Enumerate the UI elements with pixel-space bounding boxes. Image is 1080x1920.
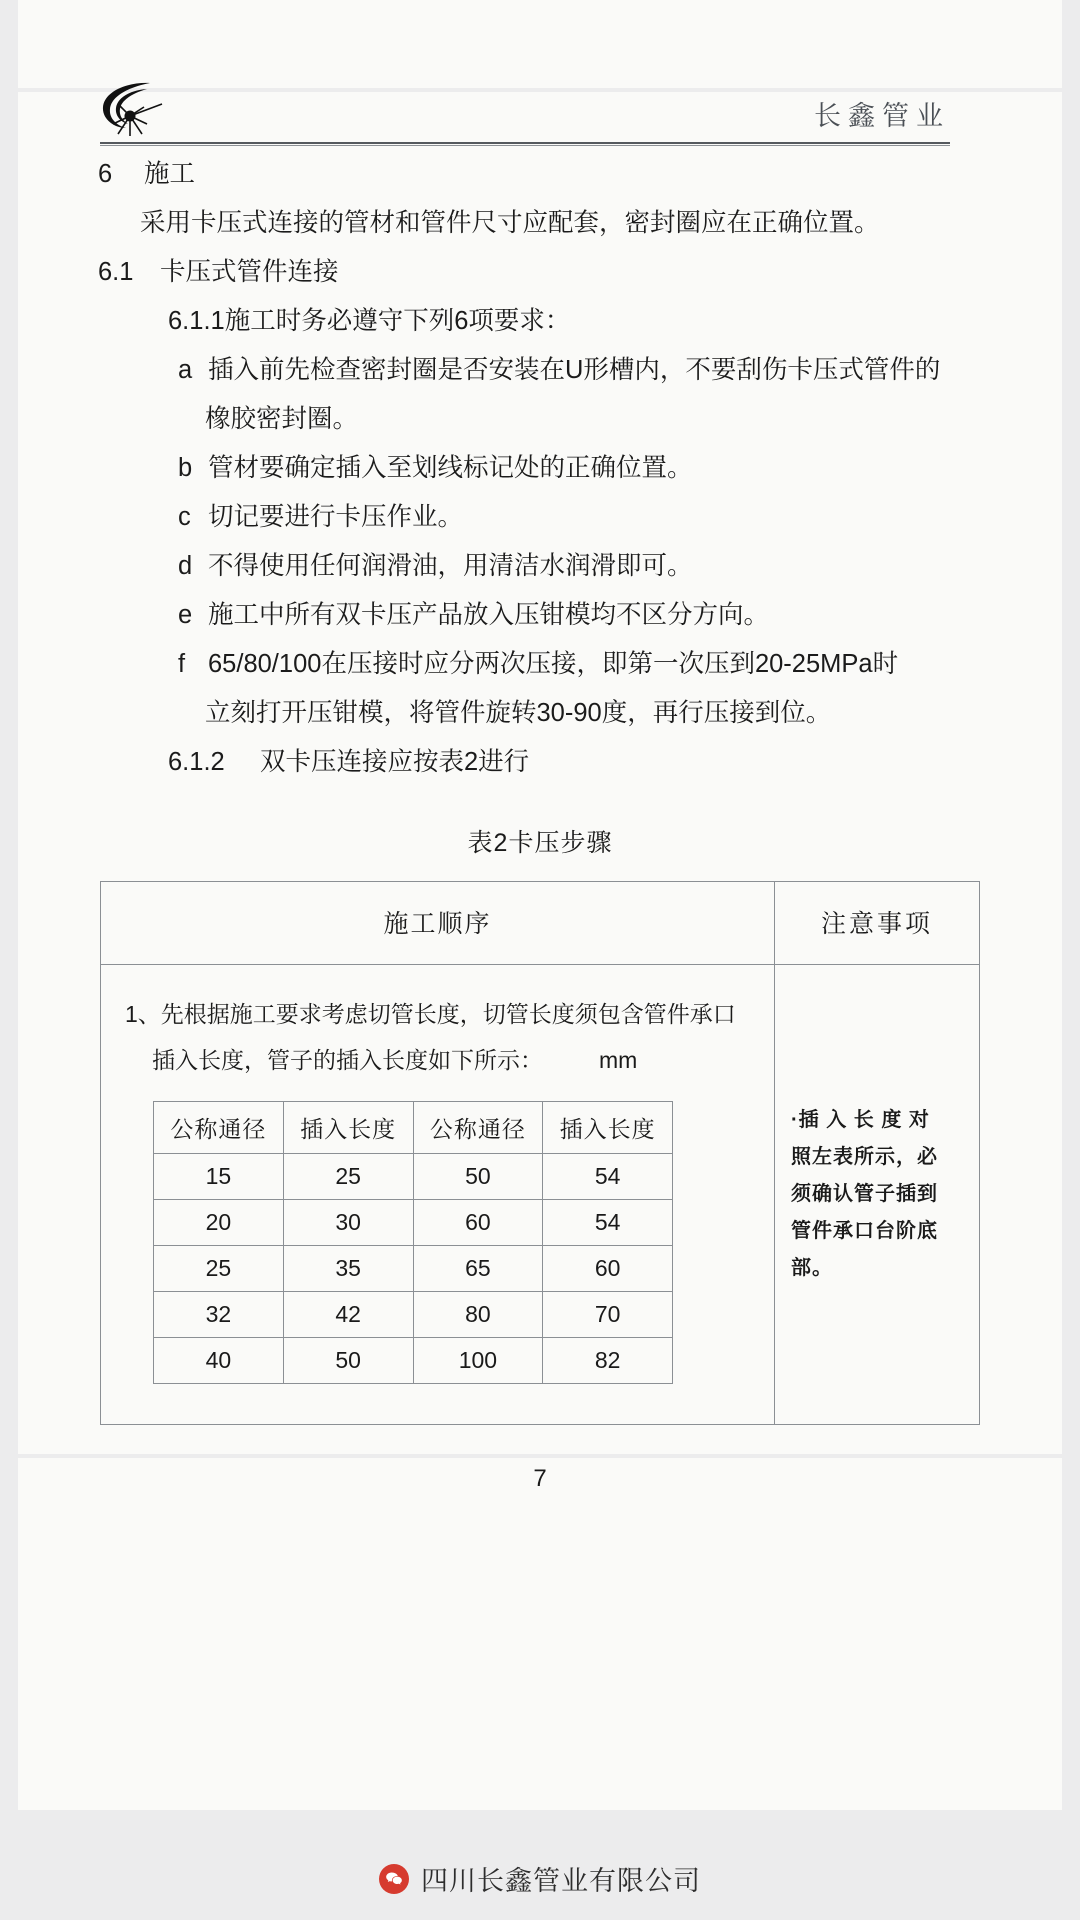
step-1-line-2 bbox=[125, 1037, 750, 1083]
column-header-notes: 注意事项 bbox=[775, 882, 980, 965]
document-header bbox=[100, 80, 950, 150]
dim-table-header-row bbox=[154, 1102, 673, 1154]
list-item-text: 不得使用任何润滑油，用清洁水润滑即可。 bbox=[208, 552, 693, 580]
section-6-1-1-heading: 6.1.1施工时务必遵守下列6项要求： bbox=[168, 307, 571, 335]
dim-table-row bbox=[154, 1338, 673, 1384]
insertion-length-table bbox=[153, 1101, 673, 1384]
note-line: ·插 入 长 度 对 bbox=[791, 1109, 930, 1131]
dim-cell: 50 bbox=[413, 1154, 543, 1200]
sequence-cell bbox=[101, 965, 775, 1425]
dim-cell: 50 bbox=[283, 1338, 413, 1384]
dim-cell: 80 bbox=[413, 1292, 543, 1338]
step-1-line-1: 1、先根据施工要求考虑切管长度，切管长度须包含管件承口 bbox=[125, 1001, 736, 1027]
dim-cell: 35 bbox=[283, 1246, 413, 1292]
dim-cell: 15 bbox=[154, 1154, 284, 1200]
dim-cell: 65 bbox=[413, 1246, 543, 1292]
dim-cell: 100 bbox=[413, 1338, 543, 1384]
dim-cell: 42 bbox=[283, 1292, 413, 1338]
list-item-text: 插入前先检查密封圈是否安装在U形槽内，不要刮伤卡压式管件的 bbox=[208, 356, 941, 384]
list-item-text: 65/80/100在压接时应分两次压接，即第一次压到20-25MPa时 bbox=[208, 650, 899, 678]
footer-account[interactable] bbox=[0, 1859, 1080, 1898]
page-top-margin-strip bbox=[18, 0, 1062, 88]
unit-label: mm bbox=[599, 1047, 638, 1073]
dim-cell: 40 bbox=[154, 1338, 284, 1384]
section-6-1-heading bbox=[98, 248, 1080, 297]
list-item-letter: f bbox=[178, 650, 186, 678]
note-line: 照左表所示，必 bbox=[791, 1146, 938, 1168]
brand-name: 长鑫管业 bbox=[814, 101, 950, 132]
list-item bbox=[178, 640, 1080, 689]
list-item bbox=[178, 346, 1080, 395]
dim-cell: 30 bbox=[283, 1200, 413, 1246]
dim-cell: 82 bbox=[543, 1338, 673, 1384]
section-6-1-number: 6.1 bbox=[98, 258, 134, 286]
section-6-paragraph: 采用卡压式连接的管材和管件尺寸应配套，密封圈应在正确位置。 bbox=[140, 209, 880, 237]
list-item-text: 管材要确定插入至划线标记处的正确位置。 bbox=[208, 454, 693, 482]
dim-cell: 70 bbox=[543, 1292, 673, 1338]
list-item-text: 切记要进行卡压作业。 bbox=[208, 503, 464, 531]
section-6-1-2-heading bbox=[168, 738, 1080, 787]
dim-table-row bbox=[154, 1200, 673, 1246]
list-item-letter: a bbox=[178, 356, 193, 384]
list-item bbox=[178, 542, 1080, 591]
footer-account-name: 四川长鑫管业有限公司 bbox=[421, 1866, 701, 1896]
list-item-text: 施工中所有双卡压产品放入压钳模均不区分方向。 bbox=[208, 601, 770, 629]
list-item bbox=[178, 444, 1080, 493]
list-item-continuation: 橡胶密封圈。 bbox=[205, 405, 359, 433]
construction-steps-table bbox=[100, 881, 980, 1425]
dim-table-row bbox=[154, 1246, 673, 1292]
dim-cell: 25 bbox=[283, 1154, 413, 1200]
list-item-letter: b bbox=[178, 454, 193, 482]
list-item bbox=[178, 591, 1080, 640]
dim-cell: 25 bbox=[154, 1246, 284, 1292]
section-6-number: 6 bbox=[98, 160, 113, 188]
dim-cell: 20 bbox=[154, 1200, 284, 1246]
list-item-continuation: 立刻打开压钳模，将管件旋转30-90度，再行压接到位。 bbox=[205, 699, 832, 727]
column-header-sequence: 施工顺序 bbox=[101, 882, 775, 965]
document-body bbox=[0, 150, 1080, 1493]
dim-cell: 60 bbox=[543, 1246, 673, 1292]
list-item-letter: e bbox=[178, 601, 193, 629]
dim-cell: 54 bbox=[543, 1154, 673, 1200]
header-divider bbox=[100, 142, 950, 146]
dim-header-insert-length-2: 插入长度 bbox=[543, 1102, 673, 1154]
note-line: 部。 bbox=[791, 1257, 833, 1279]
page-number: 7 bbox=[533, 1465, 547, 1492]
comet-swoosh-logo-icon bbox=[100, 80, 178, 136]
note-line: 须确认管子插到 bbox=[791, 1183, 938, 1205]
dim-header-nominal-diameter-2: 公称通径 bbox=[413, 1102, 543, 1154]
table-caption: 表2卡压步骤 bbox=[467, 829, 613, 857]
wechat-icon bbox=[379, 1864, 409, 1894]
section-6-1-2-title: 双卡压连接应按表2进行 bbox=[260, 748, 530, 776]
dim-cell: 54 bbox=[543, 1200, 673, 1246]
dim-table-row bbox=[154, 1292, 673, 1338]
dim-header-insert-length-1: 插入长度 bbox=[283, 1102, 413, 1154]
dim-header-nominal-diameter-1: 公称通径 bbox=[154, 1102, 284, 1154]
list-item bbox=[178, 493, 1080, 542]
section-6-heading bbox=[98, 150, 1080, 199]
page-bottom-margin-strip bbox=[18, 1458, 1062, 1810]
section-6-1-2-number: 6.1.2 bbox=[168, 748, 225, 776]
table-row bbox=[101, 965, 980, 1425]
list-item-letter: c bbox=[178, 503, 191, 531]
table-header-row bbox=[101, 882, 980, 965]
section-6-title: 施工 bbox=[144, 160, 196, 188]
dim-cell: 60 bbox=[413, 1200, 543, 1246]
step-1-line-2-text: 插入长度，管子的插入长度如下所示： bbox=[152, 1047, 543, 1073]
dim-table-row bbox=[154, 1154, 673, 1200]
dim-cell: 32 bbox=[154, 1292, 284, 1338]
note-line: 管件承口台阶底 bbox=[791, 1220, 938, 1242]
list-item-letter: d bbox=[178, 552, 193, 580]
notes-cell bbox=[775, 965, 980, 1425]
section-6-1-title: 卡压式管件连接 bbox=[160, 258, 339, 286]
